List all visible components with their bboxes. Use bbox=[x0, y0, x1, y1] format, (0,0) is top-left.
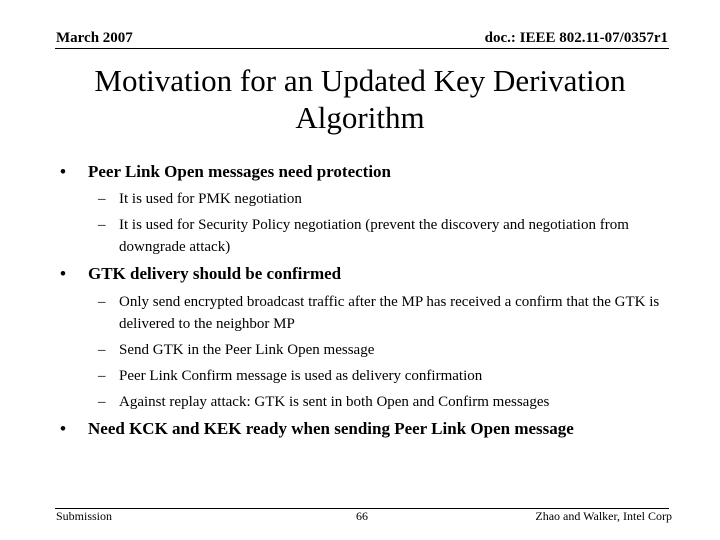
bullet-glyph: • bbox=[60, 264, 66, 283]
bullet-glyph: • bbox=[60, 419, 66, 438]
slide-title: Motivation for an Updated Key Derivation Algorithm bbox=[94, 63, 626, 135]
footer-submission: Submission bbox=[56, 509, 113, 523]
bullet-1-sub-2-text: It is used for Security Policy negotiation (prevent the discovery and negotiation from downgrade attack) bbox=[119, 217, 629, 255]
dash-glyph: – bbox=[98, 394, 106, 410]
dash-glyph: – bbox=[98, 294, 106, 310]
footer-page-number: 66 bbox=[356, 509, 368, 523]
dash-glyph: – bbox=[98, 342, 106, 358]
bullet-2-sub-1-text: Only send encrypted broadcast traffic after the MP has received a confirm that the GTK is delivered to the neighbor MP bbox=[119, 294, 660, 332]
header-date: March 2007 bbox=[56, 30, 133, 46]
bullet-1-sub-1-text: It is used for PMK negotiation bbox=[119, 191, 302, 207]
bullet-2-sub-3-text: Peer Link Confirm message is used as delivery confirmation bbox=[119, 368, 483, 384]
bullet-3-text: Need KCK and KEK ready when sending Peer Link Open message bbox=[88, 419, 574, 438]
footer-authors: Zhao and Walker, Intel Corp bbox=[535, 509, 672, 523]
bullet-2-sub-4-text: Against replay attack: GTK is sent in both Open and Confirm messages bbox=[119, 394, 550, 410]
dash-glyph: – bbox=[98, 368, 106, 384]
header-rule bbox=[55, 48, 669, 49]
bullet-1-text: Peer Link Open messages need protection bbox=[88, 162, 391, 181]
bullet-2-text: GTK delivery should be confirmed bbox=[88, 264, 342, 283]
bullet-glyph: • bbox=[60, 162, 66, 181]
header-doc-id: doc.: IEEE 802.11-07/0357r1 bbox=[484, 30, 668, 46]
dash-glyph: – bbox=[98, 191, 106, 207]
dash-glyph: – bbox=[98, 217, 106, 233]
bullet-2-sub-2-text: Send GTK in the Peer Link Open message bbox=[119, 342, 375, 358]
